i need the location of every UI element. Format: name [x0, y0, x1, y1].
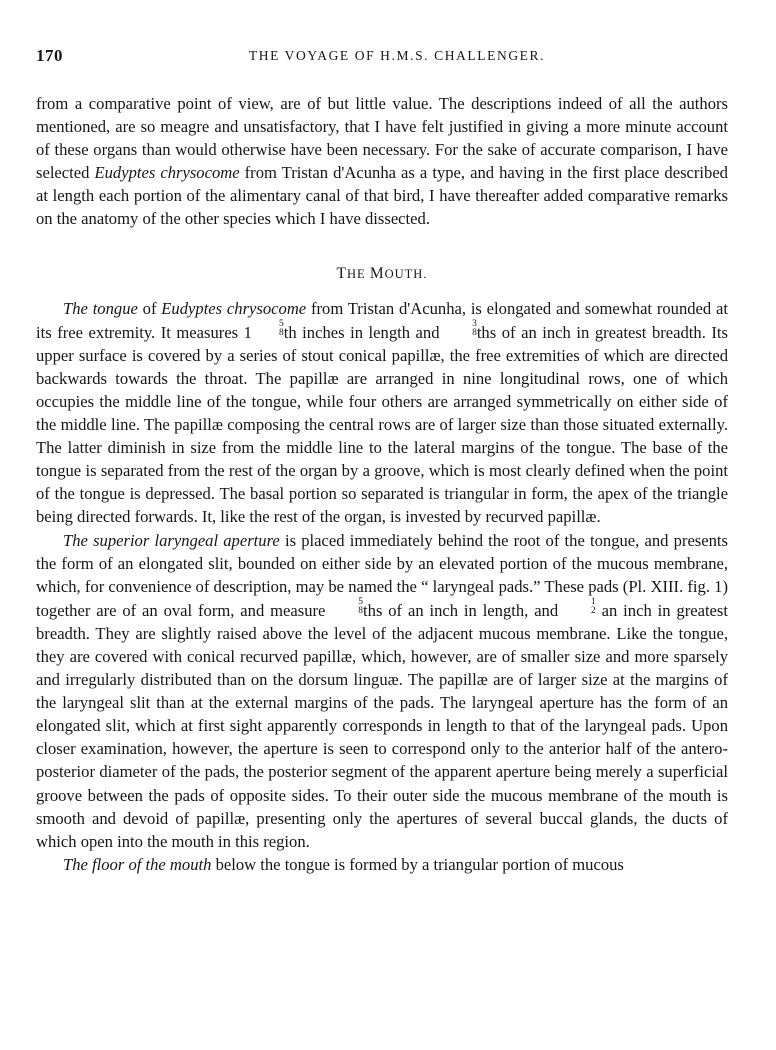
species-name: Eudyptes chrysocome	[94, 163, 240, 183]
page	[36, 46, 728, 876]
fraction: 5 8	[358, 596, 364, 616]
page-header	[36, 46, 728, 70]
species-name: Eudyptes chrysocome	[161, 298, 307, 318]
floor-paragraph: The floor of the mouth below the tongue is formed by a triangular portion of mucous	[63, 854, 624, 874]
running-head: THE VOYAGE OF H.M.S. CHALLENGER.	[248, 48, 546, 63]
paragraph-lead: The tongue	[63, 298, 138, 318]
fraction: 5 8	[278, 318, 284, 338]
fraction: 1 2	[591, 596, 596, 616]
larynx-paragraph: The superior laryngeal aperture is placed immediately behind the root of the tongue, and presents the form of an elongated slit, bounded on either side by an elevated portion of the mucous membrane, which, for convenience of description, may be named the “ laryngeal pads.” These pads (Pl. XIII. fig. 1) together are of an oval form, and measure 5 8 ths of an inch in length, and 1 2 an inch in greatest breadth. They are slightly raised above the level of the adjacent mucous membrane. Like the tongue, they are covered with conical recurved papillæ, which, however, are of smaller size and more sparsely and irregularly distributed than on the dorsum linguæ. The papillæ are of larger size at the margins of the laryngeal slit than at the external margins of the pads. The laryngeal aperture has the form of an elongated slit, which at first sight apparently corresponds in length to that of the laryngeal pads. Upon closer examination, however, the aperture is seen to correspond only to the anterior half of the antero-posterior diameter of the pads, the posterior segment of the apparent aperture being merely a superficial groove between the pads of opposite sides. To their outer side the mucous membrane of the mouth is smooth and devoid of papillæ, presenting only the apertures of several buccal glands, the ducts of which open into the mouth in this region.	[36, 530, 728, 851]
paragraph-lead: The superior laryngeal aperture	[63, 530, 280, 550]
fraction: 3 8	[472, 318, 477, 338]
section-heading: THE MOUTH.	[336, 264, 428, 282]
intro-paragraph: from a comparative point of view, are of but little value. The descriptions indeed of all the authors mentioned, are so meagre and unsatisfactory, that I have felt justified in giving a more minute account of these organs than would otherwise have been necessary. For the sake of accurate comparison, I have selected Eudyptes chrysocome from Tristan d'Acunha as a type, and having in the first place described at length each portion of the alimentary canal of that bird, I have thereafter added comparative remarks on the anatomy of the other species which I have dissected.	[36, 94, 728, 229]
page-number: 170	[36, 46, 63, 65]
tongue-paragraph: The tongue of Eudyptes chrysocome from Tristan d'Acunha, is elongated and somewhat rounded at its free extremity. It measures 1 5 8 th inches in length and 3 8 ths of an inch in greatest breadth. Its upper surface is covered by a series of stout conical papillæ, the free extremities of which are directed backwards towards the throat. The papillæ are arranged in nine longitudinal rows, one of which occupies the middle line of the tongue, while four others are arranged symmetrically on either side of the middle line. The papillæ composing the central rows are of larger size than those situated externally. The latter diminish in size from the middle line to the lateral margins of the tongue. The base of the tongue is separated from the rest of the organ by a groove, which is most clearly defined when the point of the tongue is depressed. The basal portion so separated is triangular in form, the apex of the triangle being directed forwards. It, like the rest of the organ, is invested by recurved papillæ.	[36, 298, 728, 527]
paragraph-lead: The floor of the mouth	[63, 854, 212, 874]
